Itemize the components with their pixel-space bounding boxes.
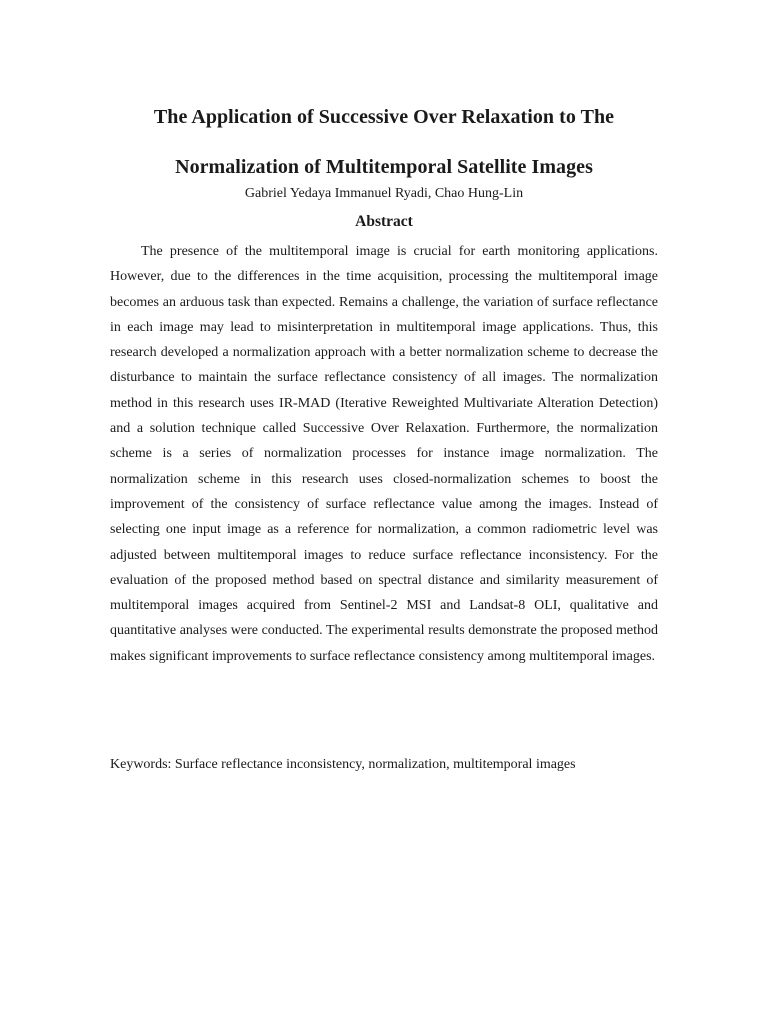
paper-title: The Application of Successive Over Relaxation to The Normalization of Multitemporal Satellite Images — [153, 106, 615, 178]
keywords-line: Keywords: Surface reflectance inconsistency, normalization, multitemporal images — [110, 757, 576, 772]
abstract-heading: Abstract — [355, 213, 413, 230]
abstract-body: The presence of the multitemporal image is crucial for earth monitoring applications. However, due to the differences in the time acquisition, processing the multitemporal image becomes an arduous task than expected. Remains a challenge, the variation of surface reflectance in each image may lead to misinterpretation in multitemporal image applications. Thus, this research developed a normalization approach with a better normalization scheme to decrease the disturbance to maintain the surface reflectance consistency of all images. The normalization method in this research uses IR-MAD (Iterative Reweighted Multivariate Alteration Detection) and a solution technique called Successive Over Relaxation. Furthermore, the normalization scheme is a series of normalization processes for instance image normalization. The normalization scheme in this research uses closed-normalization schemes to boost the improvement of the consistency of surface reflectance value among the images. Instead of selecting one input image as a reference for normalization, a common radiometric level was adjusted between multitemporal images to reduce surface reflectance inconsistency. For the evaluation of the proposed method based on spectral distance and similarity measurement of multitemporal images acquired from Sentinel-2 MSI and Landsat-8 OLI, qualitative and quantitative analyses were conducted. The experimental results demonstrate the proposed method makes significant improvements to surface reflectance consistency among multitemporal images. — [110, 244, 658, 664]
author-list: Gabriel Yedaya Immanuel Ryadi, Chao Hung-Lin — [244, 186, 524, 201]
